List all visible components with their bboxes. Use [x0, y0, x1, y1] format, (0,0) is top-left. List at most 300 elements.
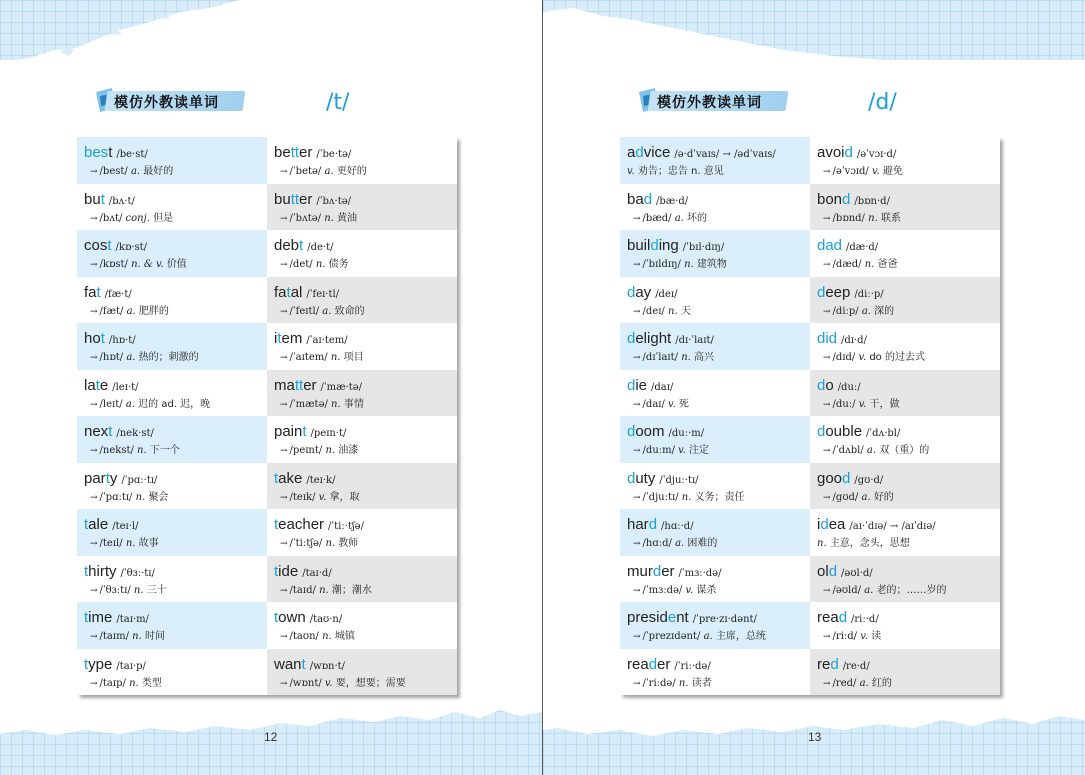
meaning: 深的	[874, 305, 895, 317]
part-of-speech: v.	[668, 398, 676, 410]
highlighted-letters: t	[100, 330, 105, 347]
syllable-phonetic: /re·d/	[842, 660, 870, 672]
word-entry	[620, 556, 810, 603]
arrow-right-icon: →	[90, 353, 98, 363]
definition-line	[274, 675, 457, 693]
definition-line	[627, 628, 810, 646]
definition-line	[627, 396, 810, 414]
part-of-speech: v.	[324, 677, 333, 689]
part-of-speech: n.	[681, 491, 692, 503]
syllable-phonetic: /nek·st/	[116, 428, 154, 439]
highlighted-letters: t	[84, 655, 89, 673]
word: day	[627, 283, 652, 301]
meaning: 劝告；忠告 n. 意见	[637, 166, 724, 177]
highlighted-letters: d	[820, 516, 829, 533]
part-of-speech: n.	[681, 352, 691, 363]
arrow-right-icon: →	[90, 632, 98, 642]
syllable-phonetic: /dɪ·d/	[841, 335, 867, 346]
meaning: 致命的	[334, 305, 365, 317]
arrow-right-icon: →	[90, 539, 98, 549]
word-entry	[267, 416, 457, 463]
definition-line	[817, 442, 1000, 460]
word: teacher	[274, 516, 325, 533]
arrow-right-icon: →	[633, 213, 641, 224]
syllable-phonetic: /bʌ·t/	[108, 195, 135, 207]
definition-line	[817, 349, 1000, 367]
full-phonetic: /duːm/	[642, 445, 675, 456]
word-line	[627, 234, 810, 256]
word-line	[627, 141, 810, 163]
word-line	[84, 234, 267, 256]
syllable-phonetic: /əʊl·d/	[841, 567, 873, 579]
highlighted-letters: t	[84, 516, 89, 533]
word-line	[274, 653, 457, 675]
full-phonetic: /dɪˈlaɪt/	[642, 352, 679, 363]
arrow-right-icon: →	[280, 213, 288, 224]
word-entry	[77, 370, 267, 417]
arrow-right-icon: →	[90, 167, 98, 177]
part-of-speech: a.	[675, 538, 685, 549]
word-entry	[620, 370, 810, 417]
part-of-speech: n.	[864, 259, 875, 270]
meaning: 下一个	[149, 445, 180, 456]
arrow-right-icon: →	[90, 678, 98, 689]
meaning: 爸爸	[877, 259, 898, 270]
word-entry	[267, 649, 457, 696]
torn-paper-top	[0, 0, 542, 70]
arrow-right-icon: →	[280, 167, 288, 177]
arrow-right-icon: →	[633, 585, 641, 596]
part-of-speech: n.	[129, 677, 139, 689]
syllable-phonetic: /daɪ/	[651, 381, 674, 393]
meaning: 聚会	[148, 491, 169, 503]
word-entry	[77, 137, 267, 184]
word-entry	[267, 230, 457, 277]
word: advice	[627, 144, 671, 161]
definition-line	[627, 442, 810, 460]
meaning: 避免	[882, 166, 903, 177]
syllable-phonetic: /aɪ·ˈdɪə/ → /aɪˈdɪə/	[849, 521, 936, 532]
part-of-speech: a.	[703, 631, 713, 642]
highlighted-letters: d	[648, 655, 658, 673]
word-entry	[267, 463, 457, 510]
meaning: 义务；责任	[694, 491, 745, 503]
syllable-phonetic: /ˈpɑː·tɪ/	[121, 474, 158, 486]
part-of-speech: a.	[322, 305, 332, 317]
full-phonetic: /ˈaɪtem/	[289, 352, 328, 363]
arrow-right-icon: →	[823, 678, 831, 689]
word-entry	[620, 323, 810, 370]
part-of-speech: n.	[135, 491, 146, 503]
word-entry	[77, 509, 267, 556]
arrow-right-icon: →	[280, 446, 288, 456]
word-entry	[267, 323, 457, 370]
word-entry	[267, 184, 457, 231]
definition-line	[84, 582, 267, 600]
full-phonetic: /taɪp/	[99, 677, 126, 689]
definition-line	[84, 535, 267, 553]
syllable-phonetic: /diː·p/	[854, 288, 884, 300]
syllable-phonetic: /taɪ·d/	[302, 567, 332, 579]
word-line	[84, 281, 267, 303]
highlighted-letters: d	[627, 423, 636, 440]
word-entry	[620, 416, 810, 463]
word-entry	[267, 277, 457, 324]
meaning: 肥胖的	[138, 305, 169, 317]
word-entry	[810, 230, 1000, 277]
definition-line	[627, 163, 810, 181]
full-phonetic: /taʊn/	[289, 631, 319, 642]
part-of-speech: a.	[861, 305, 871, 317]
word-line	[817, 234, 1000, 256]
part-of-speech: v.	[685, 584, 694, 596]
word-line	[274, 188, 457, 210]
highlighted-letters: d	[838, 609, 848, 626]
arrow-right-icon: →	[633, 678, 641, 689]
definition-line	[274, 256, 457, 274]
word-entry	[267, 556, 457, 603]
word-line	[817, 513, 1000, 535]
syllable-phonetic: /ˈfeɪ·tl/	[306, 288, 340, 300]
highlighted-letters: t	[274, 562, 279, 580]
arrow-right-icon: →	[280, 585, 288, 596]
arrow-right-icon: →	[633, 260, 641, 270]
word-entry	[77, 602, 267, 649]
definition-line	[627, 256, 810, 274]
syllable-phonetic: /ˈdjuː·tɪ/	[659, 474, 699, 486]
definition-line	[274, 442, 457, 460]
word: matter	[274, 376, 317, 394]
word-line	[84, 653, 267, 675]
definition-line	[84, 256, 267, 274]
word: better	[274, 144, 313, 161]
word: deep	[817, 283, 851, 301]
highlighted-letters: d	[652, 562, 662, 580]
highlighted-letters: d	[817, 376, 826, 394]
definition-line	[84, 442, 267, 460]
word-line	[627, 374, 810, 396]
word-line	[627, 653, 810, 675]
highlighted-letters: t	[96, 283, 101, 301]
word: old	[817, 562, 838, 580]
syllable-phonetic: /ˈaɪ·tem/	[306, 335, 348, 346]
word-line	[84, 560, 267, 582]
word: good	[817, 469, 851, 487]
word-line	[274, 327, 457, 349]
word-entry	[810, 649, 1000, 696]
word: read	[817, 609, 848, 626]
word-line	[274, 560, 457, 582]
part-of-speech: n.	[315, 259, 326, 270]
full-phonetic: /ˈtiːtʃə/	[289, 538, 323, 549]
arrow-right-icon: →	[823, 492, 831, 503]
word	[817, 330, 837, 347]
part-of-speech: n.	[678, 677, 689, 689]
page-number: 13	[808, 730, 822, 744]
word-line	[274, 374, 457, 396]
word	[817, 237, 842, 254]
definition-line	[84, 303, 267, 321]
arrow-right-icon: →	[633, 632, 641, 642]
arrow-right-icon: →	[823, 213, 831, 224]
meaning: 最好的	[143, 166, 174, 177]
meaning: 事情	[343, 398, 364, 410]
word: tide	[274, 562, 299, 580]
word: party	[84, 469, 118, 487]
part-of-speech: v.	[860, 631, 868, 642]
meaning: 黄油	[337, 212, 358, 224]
word-entry	[77, 463, 267, 510]
meaning: 项目	[343, 352, 364, 363]
full-phonetic: /bʌt/	[99, 212, 123, 224]
meaning: 天	[680, 305, 691, 317]
word-line	[817, 653, 1000, 675]
full-phonetic: /ˈpɑːtɪ/	[99, 491, 133, 503]
word-line	[84, 327, 267, 349]
full-phonetic: /deɪ/	[642, 305, 665, 317]
definition-line	[274, 582, 457, 600]
syllable-phonetic: /hɒ·t/	[108, 335, 136, 346]
definition-line	[274, 396, 457, 414]
definition-line	[84, 489, 267, 507]
meaning: 双（重）的	[879, 445, 930, 456]
syllable-phonetic: /duː·m/	[668, 428, 705, 439]
word: item	[274, 330, 303, 347]
syllable-phonetic: /ˈθɜː·tɪ/	[120, 567, 155, 579]
word: idea	[817, 516, 846, 533]
highlighted-letters: t	[277, 330, 282, 347]
part-of-speech: n.	[125, 538, 136, 549]
syllable-phonetic: /kɒ·st/	[115, 242, 148, 253]
word-entry	[267, 509, 457, 556]
full-phonetic: /nekst/	[99, 445, 134, 456]
full-phonetic: /dæd/	[832, 259, 862, 270]
full-phonetic: /ˈfeɪtl/	[289, 305, 320, 317]
part-of-speech: n. & v.	[131, 259, 164, 270]
definition-line	[627, 535, 810, 553]
word-table	[620, 137, 1000, 695]
highlighted-letters: t	[84, 609, 89, 626]
arrow-right-icon: →	[90, 585, 98, 596]
word-entry	[77, 323, 267, 370]
highlighted-letters: d	[817, 423, 826, 440]
syllable-phonetic: /ˈriː·də/	[674, 660, 711, 672]
definition-line	[84, 210, 267, 228]
arrow-right-icon: →	[633, 353, 641, 363]
highlighted-letters: d	[842, 469, 851, 487]
meaning: 谋杀	[696, 584, 717, 596]
highlighted-letters: d	[627, 376, 636, 394]
word-line	[274, 141, 457, 163]
full-phonetic: /ˈmɜːdə/	[642, 584, 683, 596]
definition-line	[84, 349, 267, 367]
word-line	[274, 234, 457, 256]
word: reader	[627, 655, 671, 673]
highlighted-letters: bes	[84, 144, 109, 161]
word-line	[817, 467, 1000, 489]
arrow-right-icon: →	[633, 446, 641, 456]
word-entry	[620, 602, 810, 649]
part-of-speech: n.	[331, 398, 341, 410]
arrow-right-icon: →	[823, 632, 831, 642]
meaning: 热的；刺激的	[138, 352, 199, 363]
syllable-phonetic: /ˈbɪl·dɪŋ/	[682, 242, 725, 253]
section-banner	[635, 88, 787, 114]
syllable-phonetic: /ˈmɜː·də/	[678, 567, 722, 579]
word: president	[627, 609, 689, 626]
word: building	[627, 237, 679, 254]
arrow-right-icon: →	[280, 678, 288, 689]
full-phonetic: /teɪk/	[289, 491, 316, 503]
word-entry	[77, 184, 267, 231]
phoneme-title: /d/	[868, 90, 897, 115]
meaning: 高兴	[694, 352, 715, 363]
part-of-speech: a.	[866, 445, 877, 456]
meaning: 债务	[328, 259, 349, 270]
part-of-speech: a.	[130, 166, 141, 177]
word-entry	[810, 184, 1000, 231]
word-entry	[810, 463, 1000, 510]
arrow-right-icon: →	[90, 213, 98, 224]
full-phonetic: /taɪm/	[99, 631, 129, 642]
syllable-phonetic: /hɑː·d/	[661, 521, 694, 532]
word: time	[84, 609, 113, 626]
syllable-phonetic: /de·t/	[307, 242, 334, 253]
word: bad	[627, 190, 653, 208]
highlighted-letters: d	[635, 144, 644, 161]
word: double	[817, 423, 863, 440]
part-of-speech: n.	[817, 538, 827, 549]
syllable-phonetic: /əˈvɔɪ·d/	[856, 149, 897, 160]
part-of-speech: n.	[133, 584, 144, 596]
meaning: 干，做	[869, 398, 900, 410]
highlighted-letters: e	[667, 609, 677, 626]
arrow-right-icon: →	[90, 306, 98, 317]
full-phonetic: /det/	[289, 259, 313, 270]
part-of-speech: a.	[125, 398, 135, 410]
word: town	[274, 609, 306, 626]
word-line	[627, 467, 810, 489]
full-phonetic: /ˈdjuːtɪ/	[642, 491, 679, 503]
word: best	[84, 144, 113, 161]
word-line	[817, 327, 1000, 349]
full-phonetic: /ˈmætə/	[289, 398, 328, 410]
highlighted-letters: t	[274, 609, 279, 626]
meaning: 油漆	[338, 445, 359, 456]
highlighted-letters: t	[301, 655, 306, 673]
syllable-phonetic: /riː·d/	[851, 614, 879, 625]
word: hard	[627, 516, 658, 533]
arrow-right-icon: →	[823, 306, 831, 317]
full-phonetic: /fæt/	[99, 305, 124, 317]
word-line	[817, 420, 1000, 442]
word-line	[627, 188, 810, 210]
arrow-right-icon: →	[823, 446, 831, 456]
word-entry	[620, 463, 810, 510]
highlighted-letters: tt	[290, 144, 300, 161]
definition-line	[627, 582, 810, 600]
word-entry	[77, 556, 267, 603]
full-phonetic: /leɪt/	[99, 398, 123, 410]
part-of-speech: n.	[668, 305, 678, 317]
word: paint	[274, 423, 307, 440]
highlighted-letters: d	[627, 330, 636, 347]
full-phonetic: /taɪd/	[289, 584, 316, 596]
word: delight	[627, 330, 672, 347]
meaning: 读	[871, 631, 882, 642]
definition-line	[274, 628, 457, 646]
meaning: do 的过去式	[869, 352, 925, 363]
syllable-phonetic: /taɪ·p/	[116, 660, 146, 672]
torn-paper-top	[543, 0, 1085, 70]
arrow-right-icon: →	[280, 492, 288, 503]
meaning: 困难的	[687, 538, 718, 549]
meaning: 价值	[166, 259, 187, 270]
full-phonetic: /hɒt/	[99, 352, 124, 363]
part-of-speech: conj.	[125, 212, 150, 224]
arrow-right-icon: →	[633, 539, 641, 549]
word: murder	[627, 562, 675, 580]
syllable-phonetic: /dæ·d/	[846, 242, 879, 253]
definition-line	[274, 163, 457, 181]
syllable-phonetic: /leɪ·t/	[112, 381, 139, 393]
full-phonetic: /riːd/	[832, 631, 858, 642]
word: duty	[627, 469, 656, 487]
arrow-right-icon: →	[90, 446, 98, 456]
syllable-phonetic: /fæ·t/	[104, 288, 132, 300]
highlighted-letters: t	[286, 283, 291, 301]
meaning: 建筑物	[696, 259, 727, 270]
definition-line	[817, 628, 1000, 646]
meaning: 联系	[880, 212, 901, 224]
word-entry	[810, 370, 1000, 417]
arrow-right-icon: →	[823, 353, 831, 363]
part-of-speech: v.	[858, 352, 867, 363]
syllable-phonetic: /taɪ·m/	[116, 614, 149, 625]
word-line	[84, 188, 267, 210]
highlighted-letters: t	[107, 237, 112, 254]
highlighted-letters: t	[299, 237, 304, 254]
arrow-right-icon: →	[280, 260, 288, 270]
definition-line	[817, 675, 1000, 693]
word-line	[627, 420, 810, 442]
word-entry	[267, 137, 457, 184]
page-left	[0, 0, 542, 775]
word-line	[274, 467, 457, 489]
word: red	[817, 655, 839, 673]
word: bond	[817, 190, 851, 208]
meaning: 拿，取	[329, 491, 360, 503]
syllable-phonetic: /dɪ·ˈlaɪt/	[675, 335, 714, 346]
syllable-phonetic: /wɒn·t/	[309, 660, 346, 672]
full-phonetic: /kɒst/	[99, 259, 128, 270]
syllable-phonetic: /bɒn·d/	[854, 195, 890, 207]
highlighted-letters: t	[274, 516, 279, 533]
syllable-phonetic: /taʊ·n/	[309, 614, 343, 625]
full-phonetic: /ˈdʌbl/	[832, 445, 864, 456]
full-phonetic: /bɒnd/	[832, 212, 865, 224]
meaning: 注定	[689, 445, 710, 456]
word: but	[84, 190, 105, 208]
word-entry	[810, 137, 1000, 184]
definition-line	[84, 628, 267, 646]
full-phonetic: /bæd/	[642, 212, 672, 224]
word-table	[77, 137, 457, 695]
syllable-phonetic: /bæ·d/	[656, 195, 689, 207]
arrow-right-icon: →	[823, 585, 831, 596]
definition-line	[274, 303, 457, 321]
word-line	[274, 420, 457, 442]
